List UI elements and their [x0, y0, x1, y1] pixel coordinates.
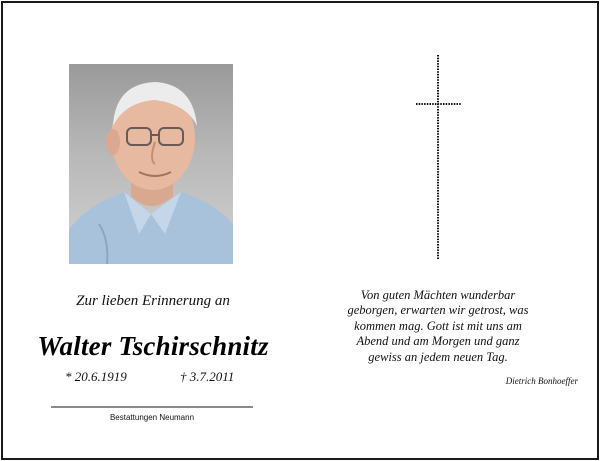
- verse-line: Von guten Mächten wunderbar: [360, 288, 516, 302]
- verse-text: [333, 288, 543, 365]
- portrait-photo: [69, 64, 233, 264]
- verse-line: gewiss an jedem neuen Tag.: [368, 349, 508, 364]
- deceased-name: Walter Tschirschnitz: [37, 331, 269, 361]
- verse-author: Dietrich Bonhoeffer: [505, 376, 578, 386]
- verse-line: Abend und am Morgen und ganz: [356, 334, 520, 349]
- verse-line: geborgen, erwarten wir getrost, was: [347, 303, 529, 318]
- cross-icon: [413, 55, 463, 266]
- remembrance-intro: Zur lieben Erinnerung an: [76, 293, 230, 309]
- verse-line: kommen mag. Gott ist mit uns am: [354, 318, 522, 333]
- death-date: † 3.7.2011: [180, 369, 235, 384]
- funeral-home: Bestattungen Neumann: [109, 413, 195, 422]
- memorial-card: [1, 1, 599, 460]
- birth-date: * 20.6.1919: [65, 369, 127, 384]
- divider: [51, 406, 253, 408]
